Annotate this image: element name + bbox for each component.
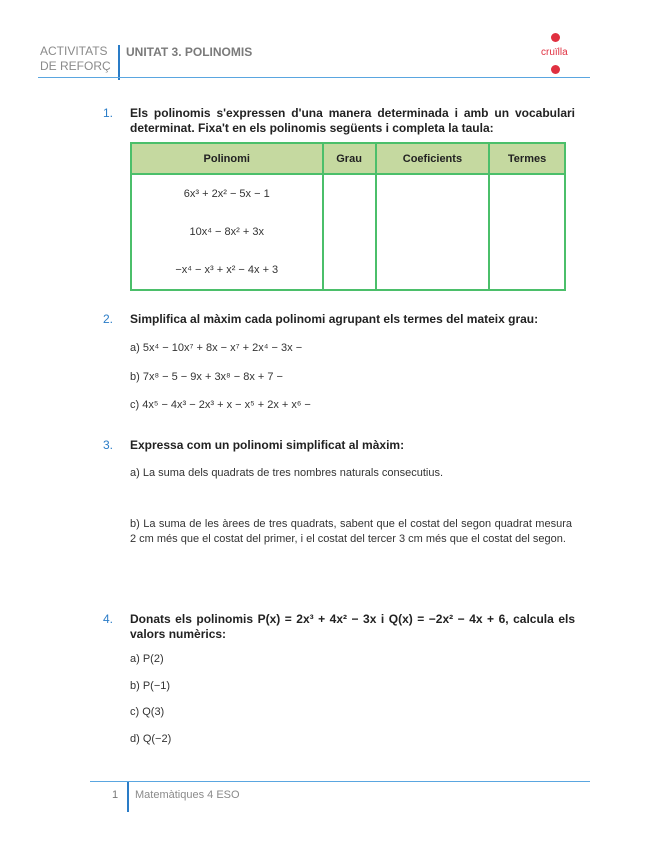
answer-cell[interactable] [376,213,489,251]
question-number: 3. [103,438,114,452]
exercise-item: b) La suma de les àrees de tres quadrats, sabent que el costat del segon quadrat mesura 2 cm més que el costat del primer, i el costat del tercer 3 cm més que el costat del segon. [130,518,572,545]
column-header: Coeficients [376,143,489,174]
column-header: Termes [489,143,565,174]
logo-dot-icon [551,65,560,74]
exercise-item: a) P(2) [130,653,164,665]
answer-cell[interactable] [323,174,376,213]
polynomial-table [130,142,566,291]
exercise-item: b) P(−1) [130,680,171,692]
section-label-line2: DE REFORÇ [40,59,111,73]
polynomial-cell: −x⁴ − x³ + x² − 4x + 3 [131,251,323,290]
question-number: 4. [103,612,114,626]
answer-cell[interactable] [376,251,489,290]
polynomial-cell: 6x³ + 2x² − 5x − 1 [131,174,323,213]
footer-title: Matemàtiques 4 ESO [135,789,240,801]
question-text: Simplifica al màxim cada polinomi agrupant els termes del mateix grau: [130,312,539,326]
footer-rule [90,781,590,782]
publisher-logo: cruïlla [541,47,568,58]
question-number: 2. [103,312,114,326]
polynomial-cell: 10x⁴ − 8x² + 3x [131,213,323,251]
section-label [40,44,111,74]
table-header-row [131,143,565,174]
logo-dot-icon [551,33,560,42]
exercise-item: a) La suma dels quadrats de tres nombres naturals consecutius. [130,467,444,479]
unit-title: UNITAT 3. POLINOMIS [126,45,253,59]
answer-cell[interactable] [323,213,376,251]
exercise-item: a) 5x⁴ − 10x⁷ + 8x − x⁷ + 2x⁴ − 3x − [130,342,303,354]
exercise-item: b) 7x⁸ − 5 − 9x + 3x⁸ − 8x + 7 − [130,371,283,383]
question-number: 1. [103,106,114,120]
column-header: Grau [323,143,376,174]
exercise-item: d) Q(−2) [130,733,172,745]
question-text: Els polinomis s'expressen d'una manera determinada i amb un vocabulari determinat. Fixa't en els polinomis següents i completa la taula: [130,106,575,135]
section-label-line1: ACTIVITATS [40,44,108,58]
answer-cell[interactable] [323,251,376,290]
answer-cell[interactable] [376,174,489,213]
column-header: Polinomi [131,143,323,174]
question-text: Expressa com un polinomi simplificat al màxim: [130,438,405,452]
answer-cell[interactable] [489,213,565,251]
exercise-item: c) Q(3) [130,706,165,718]
page-number: 1 [112,789,119,801]
answer-cell[interactable] [489,174,565,213]
question-text: Donats els polinomis P(x) = 2x³ + 4x² − 3x i Q(x) = −2x² − 4x + 6, calcula els valors numèrics: [130,612,575,641]
table-row [131,213,565,251]
answer-cell[interactable] [489,251,565,290]
table-row [131,174,565,213]
table-row [131,251,565,290]
header-divider [118,45,120,80]
header-rule [38,77,590,78]
footer-divider [127,782,129,812]
exercise-item: c) 4x⁵ − 4x³ − 2x³ + x − x⁵ + 2x + x⁶ − [130,399,311,411]
